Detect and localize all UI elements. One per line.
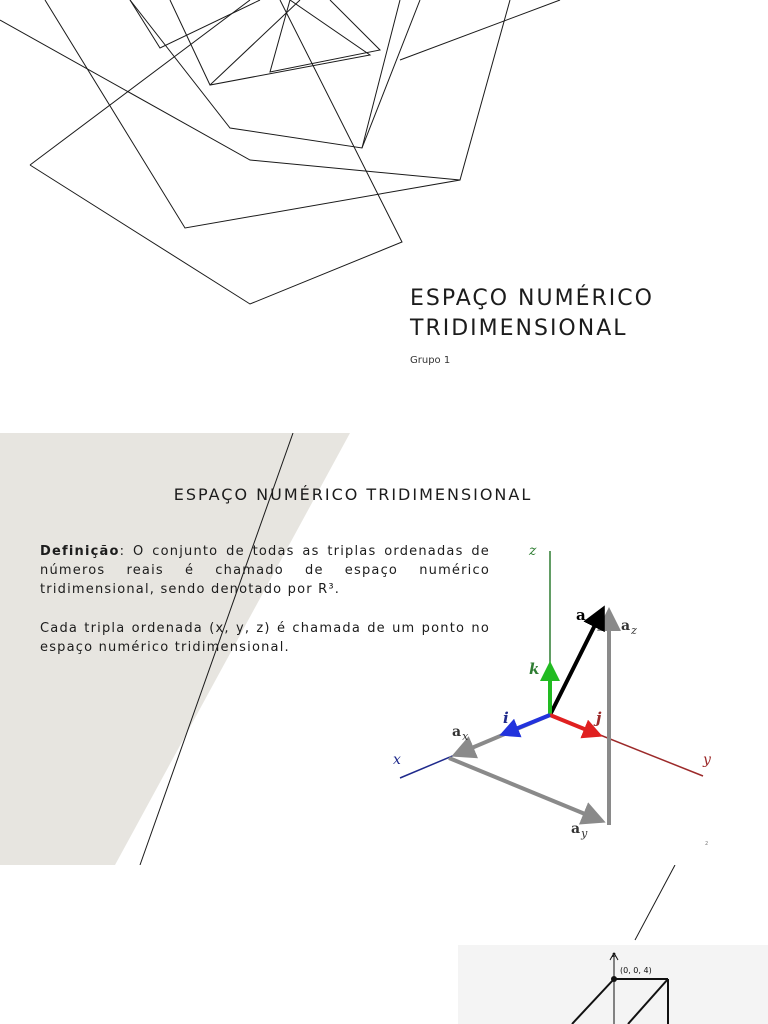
ay-label: $a_y$ — [571, 821, 588, 840]
slide-gap — [0, 390, 768, 433]
unit-vector-j — [550, 715, 599, 735]
vector-a-label: a — [576, 606, 586, 624]
slide-title-line-2: TRIDIMENSIONAL — [410, 316, 628, 341]
point-label: (0, 0, 4) — [620, 966, 652, 975]
y-axis-label: y — [703, 752, 711, 768]
unit-k-label: k — [529, 660, 540, 678]
ay-component-vector — [449, 758, 602, 821]
unit-j-label: j — [596, 709, 602, 727]
unit-vector-i — [503, 715, 550, 734]
unit-i-label: i — [503, 709, 509, 727]
z-axis-label: z — [612, 951, 616, 959]
title-slide — [0, 0, 768, 390]
az-label: $a_z$ — [621, 618, 637, 637]
slide-title: ESPAÇO NUMÉRICO TRIDIMENSIONAL — [173, 485, 533, 504]
ordered-triple-paragraph: Cada tripla ordenada (x, y, z) é chamada de um ponto no espaço numérico tridimensional. — [40, 621, 490, 655]
vector-components-diagram — [0, 433, 768, 865]
x-axis-label: x — [393, 752, 401, 768]
third-slide-partial — [0, 865, 768, 1024]
slide-title — [410, 284, 740, 344]
z-axis-label: z — [529, 543, 537, 559]
page-number: 2 — [705, 841, 709, 847]
content-slide — [0, 433, 768, 865]
diagonal-line — [635, 865, 675, 940]
slide-title-line-1: ESPAÇO NUMÉRICO — [410, 286, 654, 311]
definition-term: Definição — [40, 544, 120, 559]
slide-subtitle: Grupo 1 — [410, 355, 451, 366]
ax-label: $a_x$ — [452, 724, 469, 743]
definition-text: : O conjunto de todas as triplas ordenadas de números reais é chamado de espaço numérico tridimensional, sendo denotado por R³. — [40, 544, 490, 597]
vector-a — [550, 609, 603, 715]
third-slide-graphics — [0, 865, 768, 1024]
